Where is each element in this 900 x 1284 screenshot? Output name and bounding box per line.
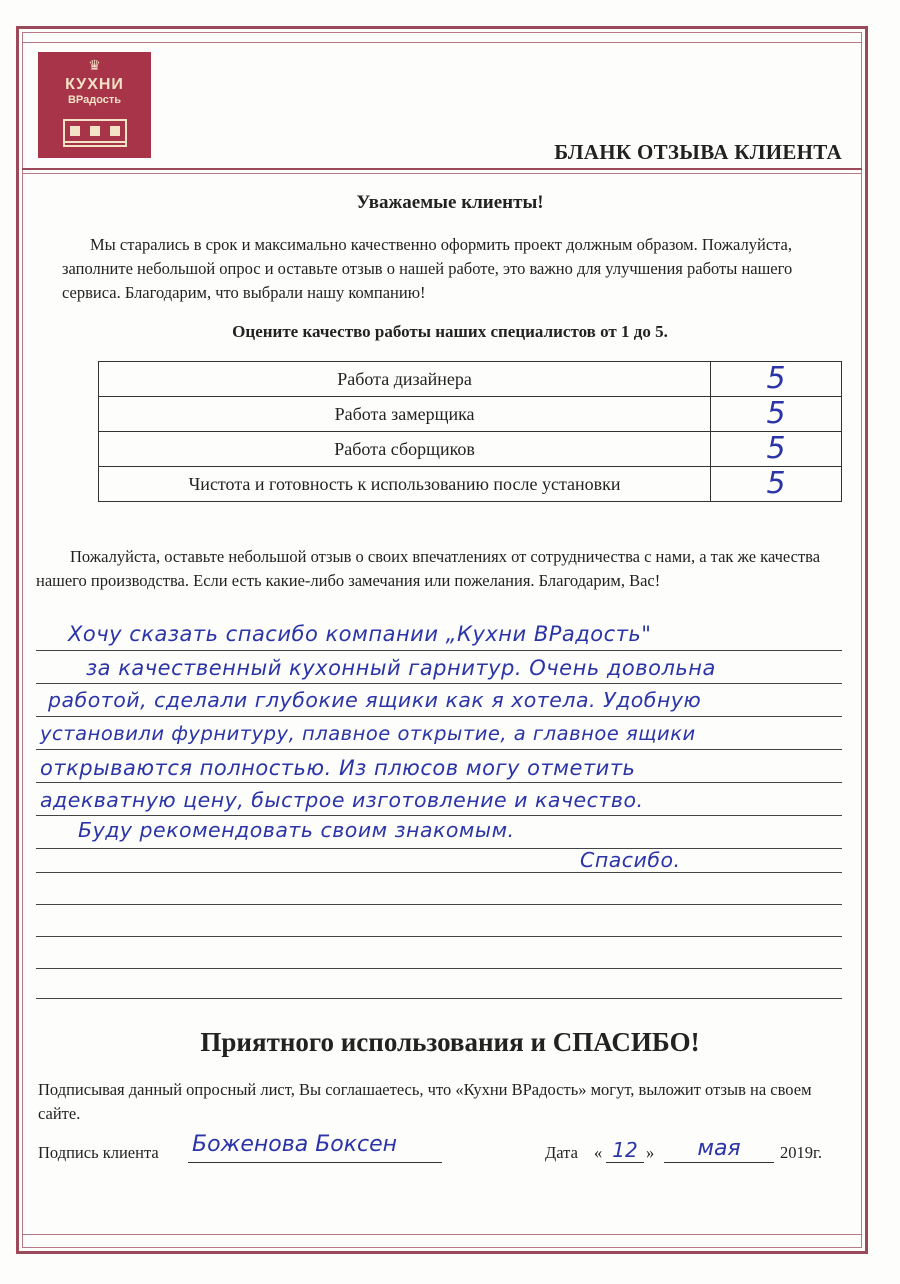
rating-row: [99, 362, 842, 397]
signature-label: Подпись клиента: [38, 1143, 159, 1162]
date-year: 2019г.: [780, 1143, 823, 1162]
ruled-line: [36, 716, 842, 717]
footer-rule: [22, 1234, 862, 1235]
logo-brand-top: КУХНИ: [65, 76, 124, 93]
review-line: установили фурнитуру, плавное открытие, а главное ящики: [40, 722, 696, 745]
ruled-line: [36, 815, 842, 816]
closing-heading: Приятного использования и СПАСИБО!: [200, 1027, 700, 1057]
rating-criterion: Чистота и готовность к использованию после установки: [99, 467, 711, 502]
consent-text: Подписывая данный опросный лист, Вы соглашаетесь, что «Кухни ВРадость» могут, выложит отзыв на своем сайте.: [38, 1080, 812, 1123]
review-line: за качественный кухонный гарнитур. Очень довольна: [86, 656, 716, 680]
rating-row: [99, 467, 842, 502]
date-day-line: [606, 1162, 644, 1163]
ruled-line: [36, 936, 842, 937]
greeting-heading: Уважаемые клиенты!: [356, 192, 544, 213]
rating-criterion: Работа сборщиков: [99, 432, 711, 467]
company-logo: [38, 52, 151, 158]
rating-row: [99, 397, 842, 432]
review-line: работой, сделали глубокие ящики как я хотела. Удобную: [48, 688, 702, 712]
rating-row: [99, 432, 842, 467]
house-icon: [60, 114, 130, 148]
header-rule-thick: [22, 168, 862, 170]
rating-score[interactable]: 5: [711, 397, 842, 432]
ruled-line: [36, 998, 842, 999]
review-line: Хочу сказать спасибо компании „Кухни ВРадость": [68, 622, 652, 646]
ruled-line: [36, 683, 842, 684]
rating-score[interactable]: 5: [711, 362, 842, 397]
ruled-line: [36, 968, 842, 969]
review-line: Буду рекомендовать своим знакомым.: [78, 818, 515, 842]
ruled-line: [36, 872, 842, 873]
header-rule-top: [22, 42, 862, 43]
date-close-quote: »: [646, 1143, 655, 1162]
review-line: адекватную цену, быстрое изготовление и качество.: [40, 788, 644, 812]
signature-value[interactable]: Боженова Боксен: [192, 1132, 398, 1157]
rating-score[interactable]: 5: [711, 432, 842, 467]
ruled-line: [36, 749, 842, 750]
logo-brand-bottom: ВРадость: [67, 94, 122, 106]
intro-paragraph: Мы старались в срок и максимально качественно оформить проект должным образом. Пожалуйста, заполните небольшой опрос и оставьте отзыв о нашей работе, это важно для улучшения работы нашего сервиса. Благодарим, что выбрали нашу компанию!: [62, 235, 793, 302]
review-prompt: Пожалуйста, оставьте небольшой отзыв о своих впечатлениях от сотрудничества с нами, а так же качества нашего производства. Если есть какие-либо замечания или пожелания. Благодарим, Вас!: [36, 547, 821, 590]
rating-criterion: Работа дизайнера: [99, 362, 711, 397]
ruled-line: [36, 848, 842, 849]
date-open-quote: «: [594, 1143, 603, 1162]
ratings-table: [98, 361, 842, 502]
date-month[interactable]: мая: [697, 1136, 741, 1161]
review-line: открываются полностью. Из плюсов могу отметить: [40, 756, 636, 780]
date-day[interactable]: 12: [612, 1138, 638, 1162]
rating-criterion: Работа замерщика: [99, 397, 711, 432]
rating-score[interactable]: 5: [711, 467, 842, 502]
date-month-line: [664, 1162, 774, 1163]
review-line: Спасибо.: [580, 848, 681, 872]
ruled-line: [36, 904, 842, 905]
signature-line: [188, 1162, 442, 1163]
ruled-line: [36, 650, 842, 651]
ruled-line: [36, 782, 842, 783]
date-label: Дата: [545, 1143, 578, 1162]
ratings-title: Оцените качество работы наших специалистов от 1 до 5.: [232, 322, 668, 341]
header-rule-thin: [22, 173, 862, 174]
form-title: БЛАНК ОТЗЫВА КЛИЕНТА: [554, 140, 842, 164]
crown-icon: ♛: [88, 59, 101, 74]
